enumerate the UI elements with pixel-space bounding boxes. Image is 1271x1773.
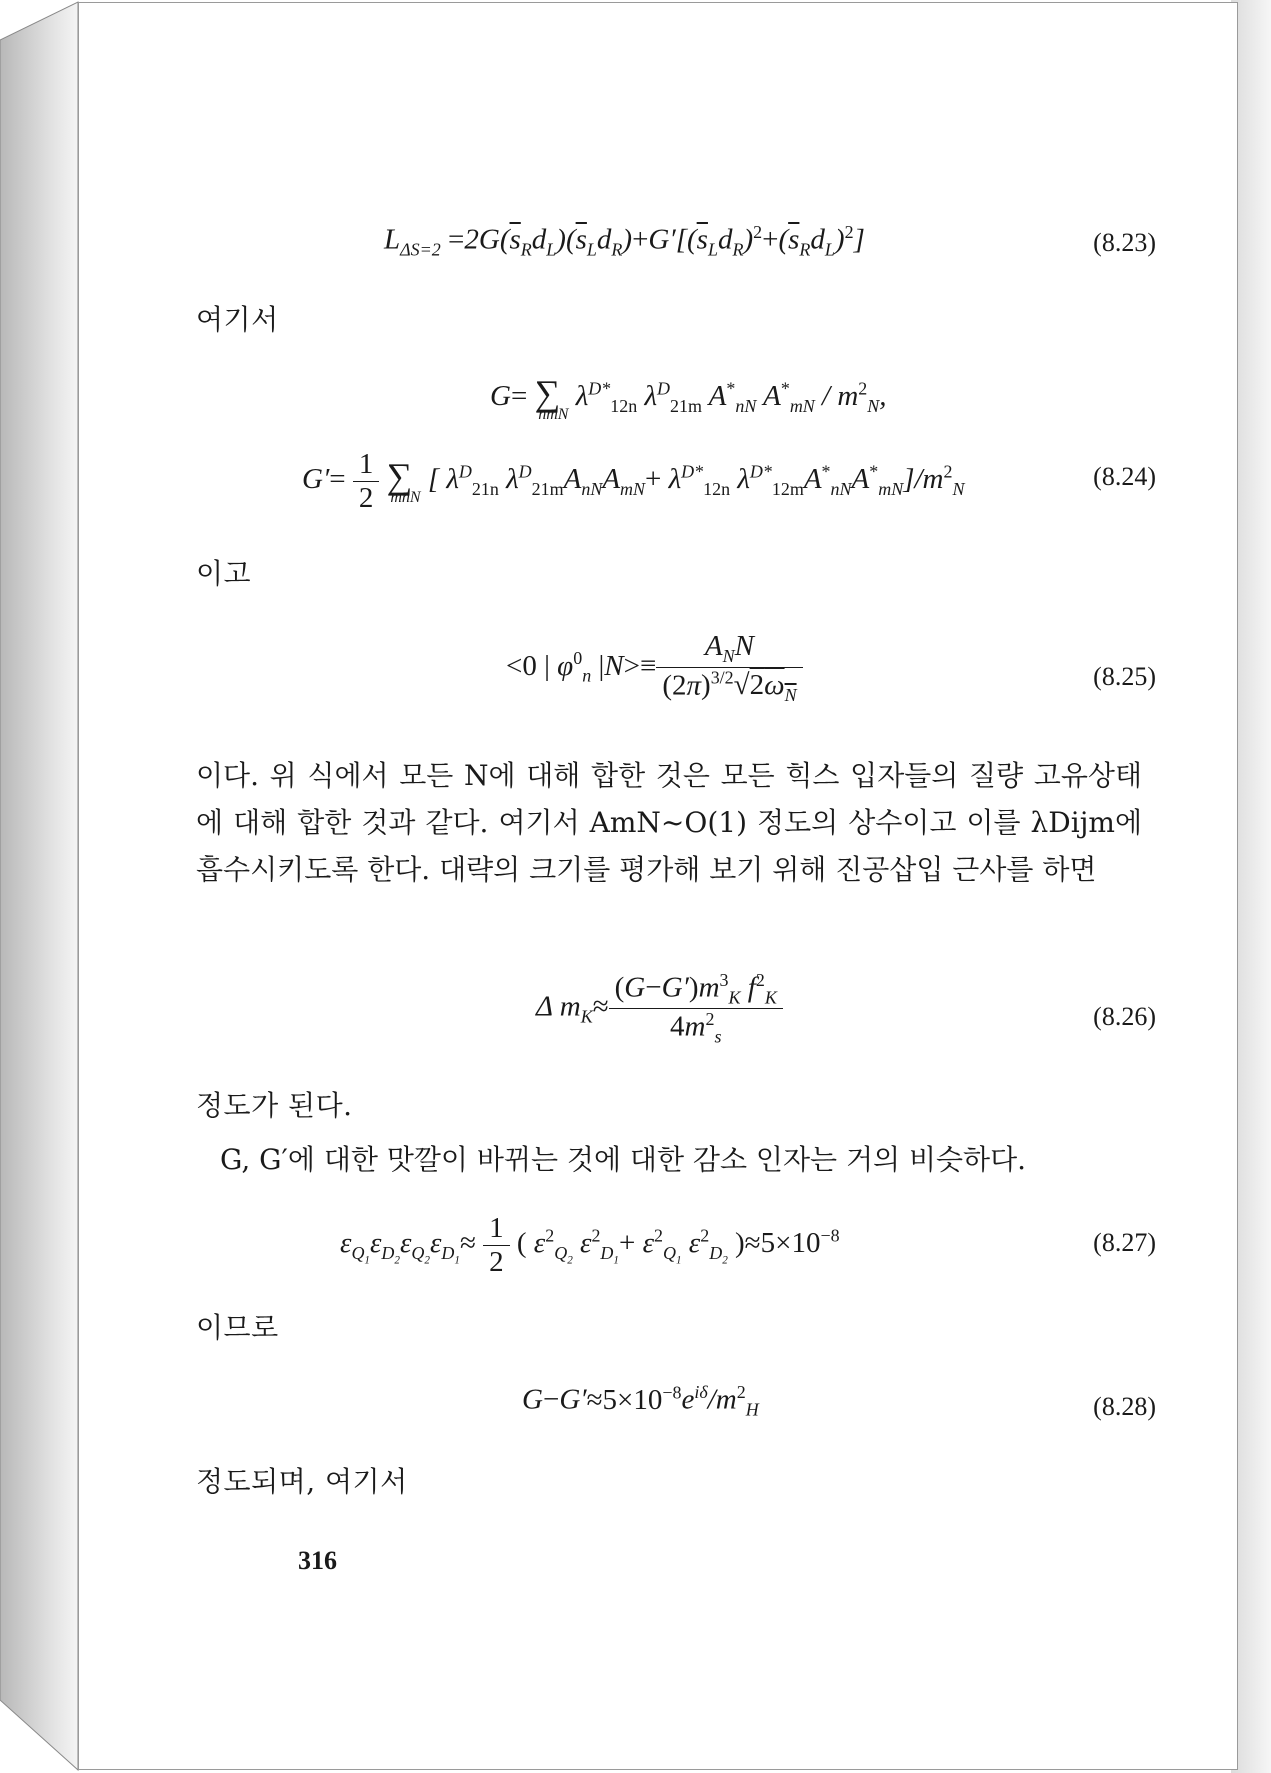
paragraph-2: G, G′에 대한 맛깔이 바뀌는 것에 대한 감소 인자는 거의 비슷하다. [220,1143,1027,1176]
equation-8-24-line1 [196,372,1156,432]
equation-number: (8.26) [1093,1002,1156,1031]
equation-8-28-body: $G-G'\approx 5\times 10^{-8}e^{i\delta}/m^2_H$ [522,1382,759,1420]
equation-8-25-body: <0 | $\varphi^0_n$ |N>≡ $\frac{A_NN}{(2\pi)^{3/2}√2\omega_N}$ [506,630,803,706]
page-number: 316 [298,1546,337,1575]
equation-number: (8.28) [1093,1392,1156,1421]
equation-8-28 [196,1382,1156,1442]
equation-8-26 [196,970,1156,1047]
equation-8-25 [196,630,1156,706]
text-therefore: 이므로 [196,1311,279,1344]
equation-8-26-body: Δ $m_K\approx$ $\frac{(G-G')m^3_K f^2_K}{4m^2_s}$ [536,970,783,1048]
equation-8-24-line1-body: $G= \sum_{nmN}$ $\lambda^{D*}_{12n}$ $\lambda^D_{21m}$ $A^*_{nN}$ $A^*_{mN} / m^2_N$, [490,373,887,423]
book-left-edge [0,0,80,1773]
equation-number: (8.23) [1093,228,1156,257]
paragraph-1: 이다. 위 식에서 모든 N에 대해 합한 것은 모든 힉스 입자들의 질량 고유상태에 대해 합한 것과 같다. 여기서 AmN~O(1) 정도의 상수이고 이를 λDijm에 흡수시키도록 한다. 대략의 크기를 평가해 보기 위해 진공삽입 근사를 하면 [196,759,1142,886]
text-becomes: 정도가 된다. [196,1089,353,1122]
text-and: 이고 [196,557,252,590]
equation-number: (8.24) [1093,462,1156,491]
equation-8-24-line2-body: G′= $\frac{1}{2}$ $\sum_{mnN}$ [ $\lambda^D_{21n}$ $\lambda^D_{21m}A_{nN}A_{mN}+ \lambda^{D*}_{12n}$ $\lambda^{D*}_{12m}A^*_{nN}A^*_{mN}]/m^2_N$ [302,448,965,514]
equation-8-24-line2 [196,448,1156,514]
equation-number: (8.25) [1093,662,1156,691]
text-where: 여기서 [196,303,279,336]
equation-8-23-body: $L_{\Delta S=2} =2G(\overline{s}_Rd_L)(\overline{s}_Ld_R)+G'[(\overline{s}_Ld_R)^2+(\overline{s}_Rd_L)^2]$ [384,222,865,260]
equation-8-23 [196,222,1156,282]
text-becomes-where: 정도되며, 여기서 [196,1465,408,1498]
equation-number: (8.27) [1093,1228,1156,1257]
equation-8-27 [196,1212,1156,1278]
equation-8-27-body: $\varepsilon_{Q_1}\varepsilon_{D_2}\varepsilon_{Q_2}\varepsilon_{D_1}\approx$ $\frac{1}{2}$ ( $\varepsilon^2_{Q_2}$ $\varepsilon^2_{D_1}+ \varepsilon^2_{Q_1}$ $\varepsilon^2_{D_2}$ )$\approx 5\times 10^{-8}$ [340,1212,840,1278]
